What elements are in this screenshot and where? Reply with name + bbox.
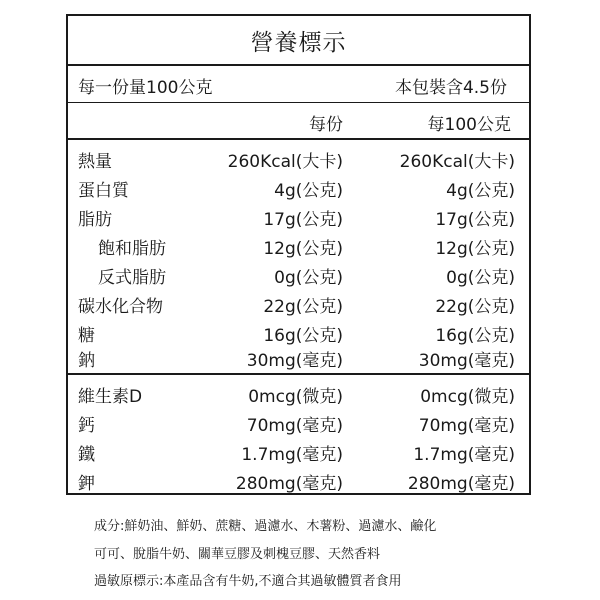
nutrient-name: 蛋白質 bbox=[78, 181, 129, 201]
nutrient-name: 鐵 bbox=[78, 445, 95, 465]
allergen-statement: 過敏原標示:本產品含有牛奶,不適合其過敏體質者食用 bbox=[94, 574, 402, 589]
servings-per-package: 本包裝含4.5份 bbox=[394, 78, 507, 98]
nutrient-name: 碳水化合物 bbox=[78, 297, 163, 317]
nutrition-facts-table bbox=[66, 14, 531, 495]
nutrient-name: 糖 bbox=[78, 326, 95, 346]
nutrient-name: 飽和脂肪 bbox=[98, 239, 166, 259]
nutrient-row-protein bbox=[68, 176, 529, 205]
nutrient-value-per-100g: 70mg(毫克) bbox=[418, 416, 515, 436]
nutrient-value-per-serving: 30mg(毫克) bbox=[246, 351, 343, 371]
nutrient-row-saturated-fat bbox=[68, 234, 529, 263]
ingredients-line-2: 可可、脫脂牛奶、關華豆膠及刺槐豆膠、天然香料 bbox=[94, 547, 381, 562]
divider-serving bbox=[68, 102, 529, 103]
nutrient-name: 鈣 bbox=[78, 416, 95, 436]
nutrient-name: 鈉 bbox=[78, 351, 95, 371]
nutrient-value-per-serving: 12g(公克) bbox=[263, 239, 343, 259]
ingredients-line-1: 成分:鮮奶油、鮮奶、蔗糖、過濾水、木薯粉、過濾水、鹼化 bbox=[94, 519, 437, 534]
nutrient-value-per-serving: 0g(公克) bbox=[274, 268, 343, 288]
nutrient-row-trans-fat bbox=[68, 263, 529, 292]
divider-title bbox=[68, 64, 529, 66]
nutrient-value-per-100g: 0g(公克) bbox=[446, 268, 515, 288]
nutrient-row-iron bbox=[68, 440, 529, 469]
nutrient-row-calcium bbox=[68, 411, 529, 440]
nutrition-title: 營養標示 bbox=[250, 30, 347, 56]
nutrient-value-per-100g: 17g(公克) bbox=[435, 210, 515, 230]
nutrient-value-per-100g: 22g(公克) bbox=[435, 297, 515, 317]
serving-size: 每一份量100公克 bbox=[78, 78, 213, 98]
nutrient-value-per-serving: 260Kcal(大卡) bbox=[227, 152, 343, 172]
nutrient-value-per-serving: 0mcg(微克) bbox=[248, 387, 343, 407]
nutrient-value-per-serving: 22g(公克) bbox=[263, 297, 343, 317]
nutrient-name: 脂肪 bbox=[78, 210, 112, 230]
divider-header bbox=[68, 138, 529, 140]
nutrient-value-per-100g: 0mcg(微克) bbox=[420, 387, 515, 407]
column-header-per-100g: 每100公克 bbox=[427, 115, 511, 135]
nutrient-value-per-100g: 1.7mg(毫克) bbox=[413, 445, 515, 465]
nutrient-row-sodium bbox=[68, 346, 529, 375]
nutrient-row-vitamin-d bbox=[68, 382, 529, 411]
nutrient-name: 熱量 bbox=[78, 152, 112, 172]
nutrient-value-per-serving: 4g(公克) bbox=[274, 181, 343, 201]
nutrient-row-potassium bbox=[68, 469, 529, 498]
nutrient-name: 維生素D bbox=[78, 387, 143, 407]
nutrient-value-per-100g: 12g(公克) bbox=[435, 239, 515, 259]
divider-minerals bbox=[68, 373, 529, 375]
column-header-per-serving: 每份 bbox=[309, 115, 343, 135]
nutrient-row-carbohydrate bbox=[68, 292, 529, 321]
nutrient-value-per-100g: 30mg(毫克) bbox=[418, 351, 515, 371]
nutrient-value-per-serving: 17g(公克) bbox=[263, 210, 343, 230]
nutrient-value-per-serving: 280mg(毫克) bbox=[235, 474, 343, 494]
nutrient-row-fat bbox=[68, 205, 529, 234]
nutrient-value-per-serving: 1.7mg(毫克) bbox=[241, 445, 343, 465]
nutrient-value-per-100g: 4g(公克) bbox=[446, 181, 515, 201]
nutrient-name: 反式脂肪 bbox=[98, 268, 166, 288]
nutrient-value-per-100g: 16g(公克) bbox=[435, 326, 515, 346]
nutrient-name: 鉀 bbox=[78, 474, 95, 494]
nutrient-value-per-100g: 280mg(毫克) bbox=[407, 474, 515, 494]
nutrient-row-energy bbox=[68, 147, 529, 176]
nutrient-value-per-serving: 16g(公克) bbox=[263, 326, 343, 346]
nutrient-value-per-100g: 260Kcal(大卡) bbox=[399, 152, 515, 172]
nutrient-value-per-serving: 70mg(毫克) bbox=[246, 416, 343, 436]
